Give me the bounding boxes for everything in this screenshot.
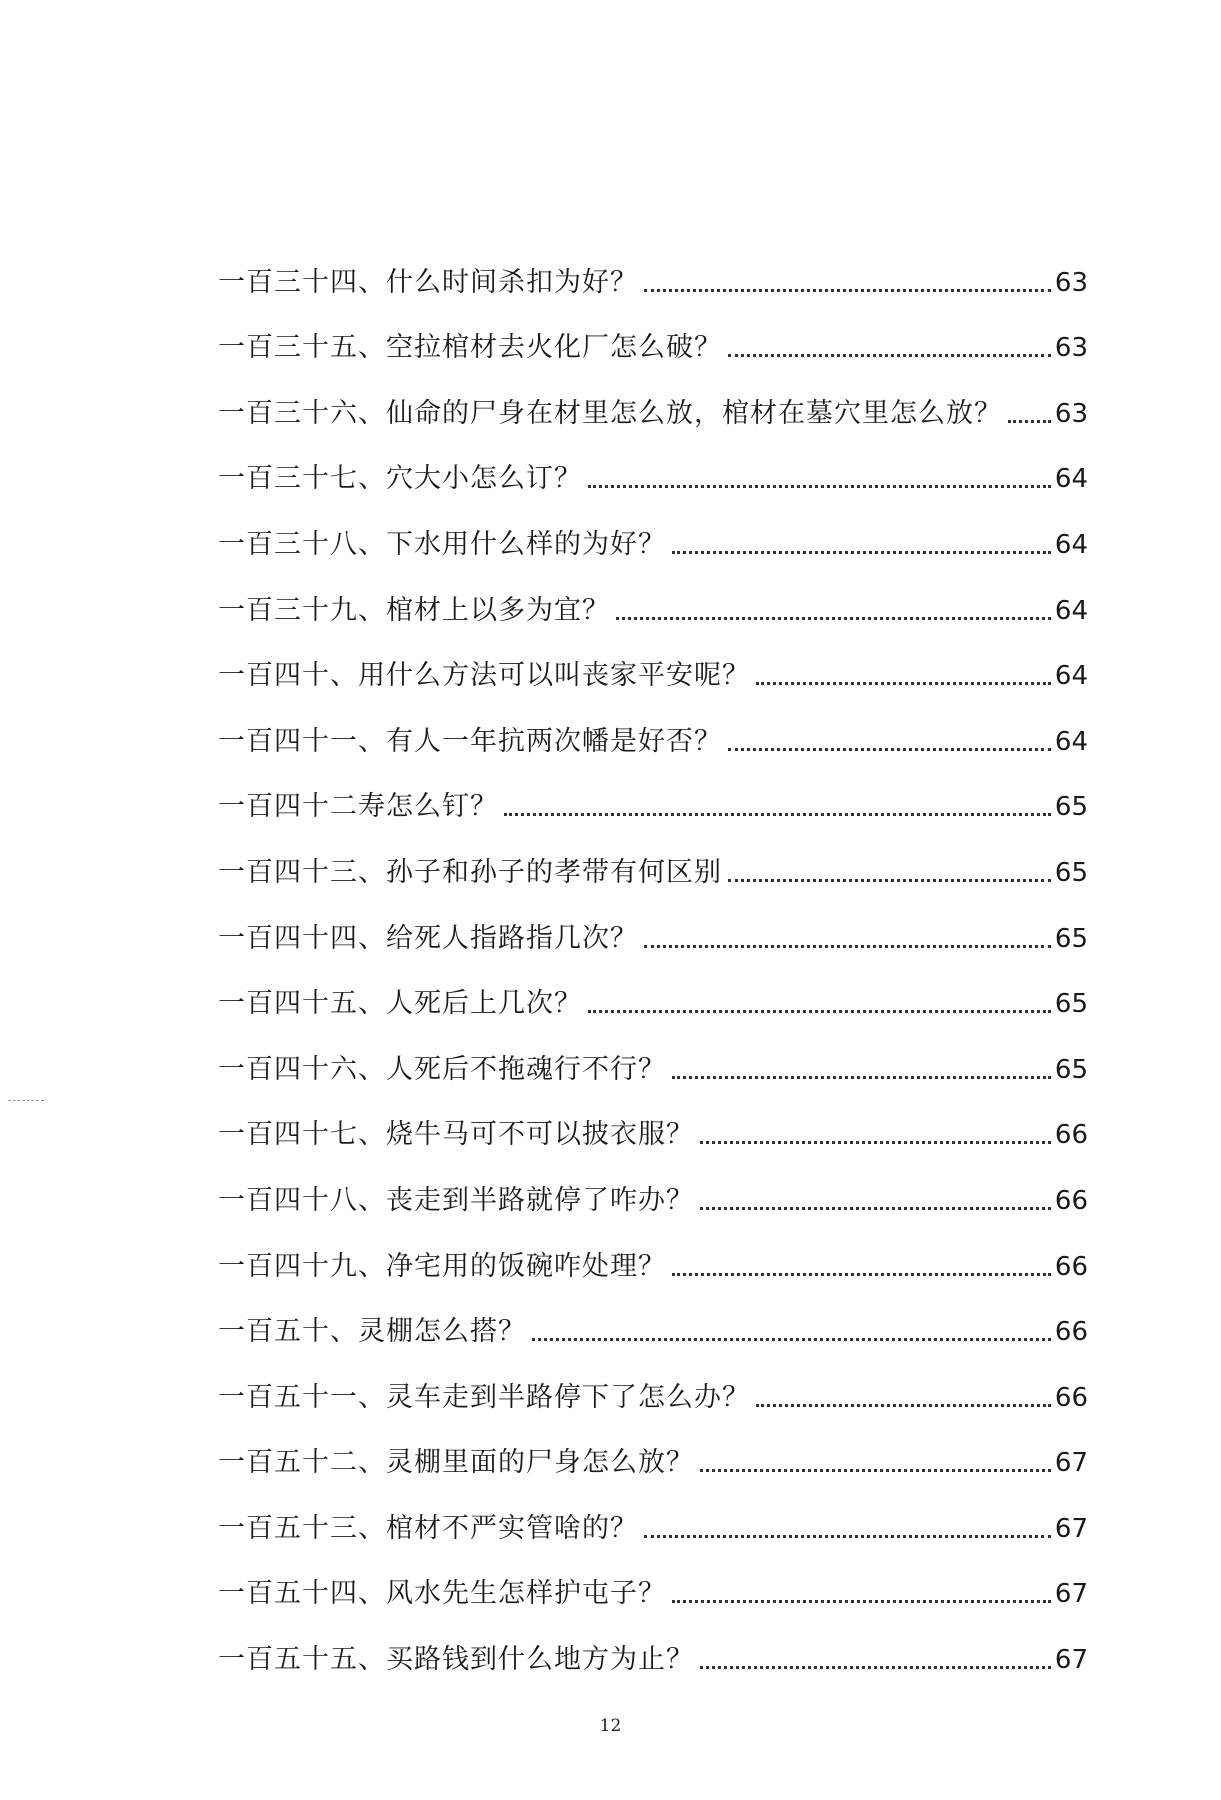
toc-entry [218, 630, 1088, 696]
toc-entry-title: 一百四十二寿怎么钉？ [218, 791, 498, 823]
toc-entry-page: 64 [1054, 726, 1088, 757]
toc-dot-leader [644, 1535, 1051, 1538]
toc-entry-title: 一百三十八、下水用什么样的为好？ [218, 528, 666, 560]
toc-entry-page: 67 [1054, 1579, 1088, 1610]
toc-entry-title: 一百四十四、给死人指路指几次？ [218, 922, 638, 954]
toc-entry [218, 1154, 1088, 1220]
toc-dot-leader [532, 1338, 1051, 1341]
toc-entry-page: 67 [1054, 1448, 1088, 1479]
toc-entry-page: 66 [1054, 1120, 1088, 1151]
toc-entry [218, 892, 1088, 958]
toc-dot-leader [728, 354, 1051, 357]
toc-entry-title: 一百三十九、棺材上以多为宜？ [218, 594, 610, 626]
toc-entry-page: 65 [1054, 1054, 1088, 1085]
toc-entry-page: 66 [1054, 1185, 1088, 1216]
toc-entry [218, 302, 1088, 368]
toc-dot-leader [700, 1666, 1051, 1669]
toc-entry-page: 65 [1054, 989, 1088, 1020]
toc-dot-leader [588, 485, 1051, 488]
toc-entry-page: 64 [1054, 464, 1088, 495]
toc-entry [218, 1089, 1088, 1155]
toc-entry-title: 一百五十五、买路钱到什么地方为止？ [218, 1644, 694, 1676]
toc-entry [218, 498, 1088, 564]
toc-entry-page: 63 [1054, 267, 1088, 298]
toc-entry-title: 一百四十六、人死后不拖魂行不行？ [218, 1053, 666, 1085]
toc-entry-title: 一百四十九、净宅用的饭碗咋处理？ [218, 1250, 666, 1282]
toc-entry [218, 761, 1088, 827]
toc-entry-page: 65 [1054, 857, 1088, 888]
toc-entry-page: 63 [1054, 333, 1088, 364]
toc-dot-leader [756, 1404, 1051, 1407]
toc-entry-title: 一百四十三、孙子和孙子的孝带有何区别 [218, 856, 722, 888]
margin-mark [8, 1100, 44, 1101]
toc-entry [218, 695, 1088, 761]
toc-entry [218, 433, 1088, 499]
toc-entry [218, 958, 1088, 1024]
toc-entry-title: 一百五十、灵棚怎么搭？ [218, 1316, 526, 1348]
toc-entry-page: 66 [1054, 1317, 1088, 1348]
toc-dot-leader [728, 748, 1051, 751]
toc-entry-title: 一百三十五、空拉棺材去火化厂怎么破？ [218, 332, 722, 364]
toc-entry [218, 564, 1088, 630]
toc-dot-leader [672, 1600, 1051, 1603]
toc-entry-page: 64 [1054, 595, 1088, 626]
toc-entry-title: 一百三十六、仙命的尸身在材里怎么放，棺材在墓穴里怎么放？ [218, 397, 1002, 429]
toc-entry-title: 一百五十一、灵车走到半路停下了怎么办？ [218, 1381, 750, 1413]
toc-entry-page: 64 [1054, 529, 1088, 560]
toc-entry [218, 1548, 1088, 1614]
toc-entry-title: 一百四十、用什么方法可以叫丧家平安呢？ [218, 660, 750, 692]
toc-dot-leader [700, 1469, 1051, 1472]
toc-entry-page: 67 [1054, 1645, 1088, 1676]
toc-entry [218, 1417, 1088, 1483]
toc-entry-page: 65 [1054, 792, 1088, 823]
toc-entry [218, 236, 1088, 302]
toc-entry-title: 一百三十四、什么时间杀扣为好？ [218, 266, 638, 298]
toc-dot-leader [644, 945, 1051, 948]
toc-entry-title: 一百五十二、灵棚里面的尸身怎么放？ [218, 1447, 694, 1479]
toc-entry [218, 1023, 1088, 1089]
toc-entry-page: 64 [1054, 661, 1088, 692]
toc-dot-leader [672, 1273, 1051, 1276]
toc-entry-title: 一百五十三、棺材不严实管啥的？ [218, 1512, 638, 1544]
toc-entry [218, 367, 1088, 433]
toc-dot-leader [1008, 420, 1051, 423]
toc-entry [218, 1220, 1088, 1286]
toc-dot-leader [756, 682, 1051, 685]
toc-entry-title: 一百五十四、风水先生怎样护屯子？ [218, 1578, 666, 1610]
toc-entry-title: 一百四十八、丧走到半路就停了咋办？ [218, 1184, 694, 1216]
page-number: 12 [599, 1716, 622, 1736]
toc-dot-leader [504, 813, 1051, 816]
toc-dot-leader [672, 551, 1051, 554]
toc-entry-title: 一百四十七、烧牛马可不可以披衣服？ [218, 1119, 694, 1151]
toc-entry [218, 826, 1088, 892]
toc-entry-title: 一百四十一、有人一年抗两次幡是好否？ [218, 725, 722, 757]
toc-entry-page: 63 [1054, 398, 1088, 429]
toc-entry-title: 一百四十五、人死后上几次？ [218, 988, 582, 1020]
toc-entry-page: 65 [1054, 923, 1088, 954]
table-of-contents [218, 236, 1088, 1679]
toc-dot-leader [616, 617, 1051, 620]
toc-entry-page: 66 [1054, 1382, 1088, 1413]
toc-entry-page: 67 [1054, 1513, 1088, 1544]
toc-entry [218, 1482, 1088, 1548]
toc-entry [218, 1286, 1088, 1352]
toc-entry [218, 1351, 1088, 1417]
toc-dot-leader [588, 1010, 1051, 1013]
toc-entry-title: 一百三十七、穴大小怎么订？ [218, 463, 582, 495]
toc-dot-leader [644, 289, 1051, 292]
toc-dot-leader [728, 879, 1051, 882]
toc-dot-leader [700, 1207, 1051, 1210]
toc-entry [218, 1613, 1088, 1679]
toc-entry-page: 66 [1054, 1251, 1088, 1282]
toc-dot-leader [672, 1076, 1051, 1079]
toc-dot-leader [700, 1141, 1051, 1144]
